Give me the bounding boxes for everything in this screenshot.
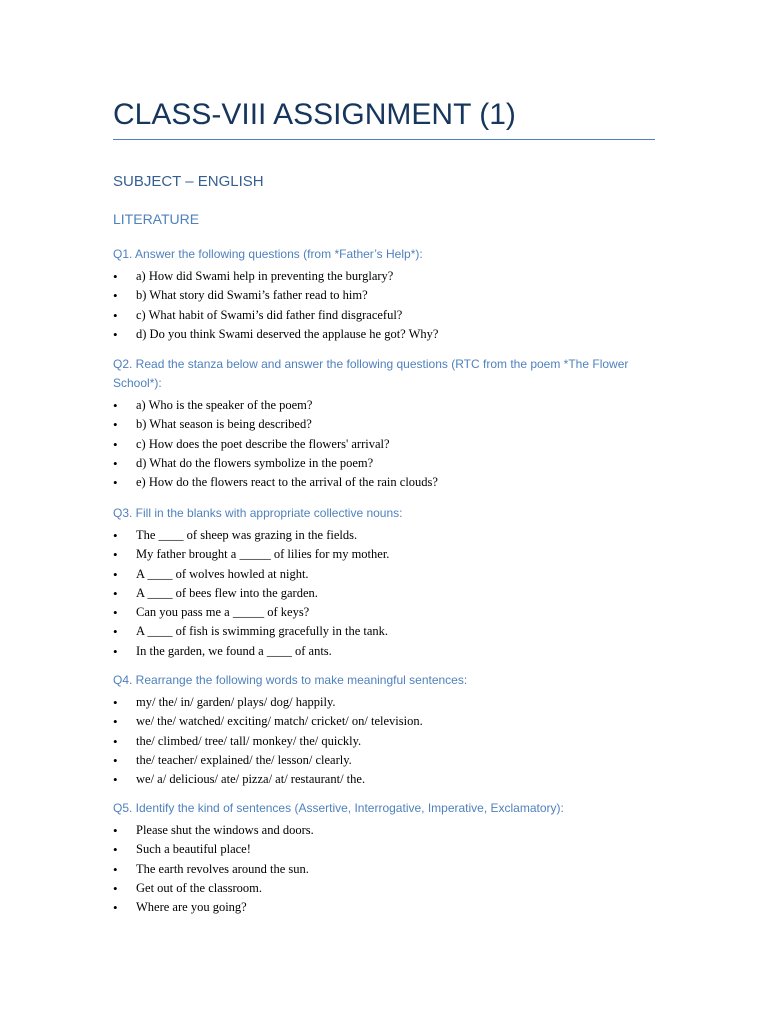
- list-item-text: The ____ of sheep was grazing in the fields.: [136, 528, 358, 542]
- question-1: [113, 245, 655, 344]
- bullet-icon: •: [113, 861, 118, 877]
- bullet-icon: •: [113, 547, 118, 563]
- question-5-heading: Q5. Identify the kind of sentences (Assertive, Interrogative, Imperative, Exclamatory):: [113, 801, 564, 815]
- bullet-icon: •: [113, 455, 118, 471]
- list-item-text: Such a beautiful place!: [136, 842, 251, 857]
- page-title: CLASS-VIII ASSIGNMENT (1): [113, 98, 516, 131]
- subject-heading: SUBJECT – ENGLISH: [113, 173, 264, 190]
- list-item: [113, 712, 655, 731]
- list-item: [113, 584, 655, 603]
- bullet-icon: •: [113, 436, 118, 452]
- list-item-text: we/ a/ delicious/ ate/ pizza/ at/ restaurant/ the.: [136, 772, 366, 787]
- bullet-icon: •: [113, 880, 118, 896]
- bullet-icon: •: [113, 624, 118, 640]
- question-4-list: [113, 693, 655, 789]
- list-item: [113, 732, 655, 751]
- list-item: [113, 860, 655, 879]
- list-item-text: Get out of the classroom.: [136, 880, 263, 895]
- list-item-text: The earth revolves around the sun.: [136, 861, 309, 876]
- list-item-text: In the garden, we found a ____ of ants.: [136, 643, 332, 658]
- bullet-icon: •: [113, 772, 118, 788]
- bullet-icon: •: [113, 752, 118, 768]
- list-item-text: e) How do the flowers react to the arrival of the rain clouds?: [136, 475, 438, 490]
- list-item: [113, 473, 655, 492]
- list-item-text: b) What story did Swami’s father read to him?: [136, 288, 368, 303]
- list-item: [113, 526, 655, 545]
- list-item: [113, 603, 655, 622]
- list-item: [113, 267, 655, 286]
- bullet-icon: •: [113, 733, 118, 749]
- question-4: [113, 671, 655, 789]
- list-item: [113, 396, 655, 415]
- bullet-icon: •: [113, 398, 118, 413]
- list-item-text: A ____ of fish is swimming gracefully in the tank.: [136, 624, 389, 639]
- bullet-icon: •: [113, 417, 118, 433]
- list-item-text: d) What do the flowers symbolize in the poem?: [136, 455, 374, 470]
- question-3-heading: Q3. Fill in the blanks with appropriate collective nouns:: [113, 506, 403, 520]
- list-item: [113, 454, 655, 473]
- bullet-icon: •: [113, 326, 118, 342]
- list-item: [113, 286, 655, 305]
- list-item: [113, 751, 655, 770]
- list-item-text: d) Do you think Swami deserved the applause he got? Why?: [136, 326, 439, 341]
- list-item-text: my/ the/ in/ garden/ plays/ dog/ happily.: [136, 695, 336, 709]
- list-item: [113, 821, 655, 840]
- bullet-icon: •: [113, 269, 118, 284]
- question-2: [113, 355, 655, 492]
- question-4-heading: Q4. Rearrange the following words to make meaningful sentences:: [113, 673, 468, 687]
- bullet-icon: •: [113, 585, 118, 601]
- list-item-text: A ____ of wolves howled at night.: [136, 566, 309, 581]
- list-item-text: Where are you going?: [136, 900, 247, 915]
- section-heading-literature: LITERATURE: [113, 211, 200, 227]
- question-2-heading: Q2. Read the stanza below and answer the following questions (RTC from the poem *The Flower School*):: [113, 357, 629, 390]
- list-item-text: b) What season is being described?: [136, 417, 312, 432]
- bullet-icon: •: [113, 605, 118, 621]
- question-2-list: [113, 396, 655, 492]
- list-item: [113, 545, 655, 564]
- question-5-list: [113, 821, 655, 917]
- bullet-icon: •: [113, 900, 118, 916]
- list-item: [113, 770, 655, 789]
- list-item-text: Please shut the windows and doors.: [136, 823, 314, 837]
- list-item-text: we/ the/ watched/ exciting/ match/ cricket/ on/ television.: [136, 714, 423, 729]
- list-item: [113, 693, 655, 712]
- list-item: [113, 642, 655, 661]
- list-item-text: A ____ of bees flew into the garden.: [136, 585, 318, 600]
- bullet-icon: •: [113, 643, 118, 659]
- bullet-icon: •: [113, 566, 118, 582]
- question-5: [113, 799, 655, 917]
- list-item: [113, 879, 655, 898]
- list-item: [113, 622, 655, 641]
- bullet-icon: •: [113, 307, 118, 323]
- list-item-text: My father brought a _____ of lilies for my mother.: [136, 547, 390, 562]
- question-1-list: [113, 267, 655, 344]
- list-item: [113, 325, 655, 344]
- list-item: [113, 565, 655, 584]
- bullet-icon: •: [113, 714, 118, 730]
- list-item-text: the/ teacher/ explained/ the/ lesson/ clearly.: [136, 752, 352, 767]
- list-item-text: c) What habit of Swami’s did father find disgraceful?: [136, 307, 403, 322]
- question-1-heading: Q1. Answer the following questions (from *Father’s Help*):: [113, 247, 423, 261]
- bullet-icon: •: [113, 823, 118, 838]
- list-item: [113, 415, 655, 434]
- list-item: [113, 840, 655, 859]
- bullet-icon: •: [113, 695, 118, 710]
- bullet-icon: •: [113, 288, 118, 304]
- list-item: [113, 306, 655, 325]
- list-item: [113, 898, 655, 917]
- bullet-icon: •: [113, 475, 118, 491]
- list-item-text: Can you pass me a _____ of keys?: [136, 605, 310, 620]
- list-item-text: a) Who is the speaker of the poem?: [136, 398, 313, 412]
- bullet-icon: •: [113, 528, 118, 543]
- question-3: [113, 504, 655, 661]
- title-underline: [113, 139, 655, 140]
- list-item-text: a) How did Swami help in preventing the burglary?: [136, 269, 394, 283]
- question-3-list: [113, 526, 655, 661]
- list-item-text: the/ climbed/ tree/ tall/ monkey/ the/ quickly.: [136, 733, 362, 748]
- list-item: [113, 435, 655, 454]
- bullet-icon: •: [113, 842, 118, 858]
- list-item-text: c) How does the poet describe the flowers' arrival?: [136, 436, 390, 451]
